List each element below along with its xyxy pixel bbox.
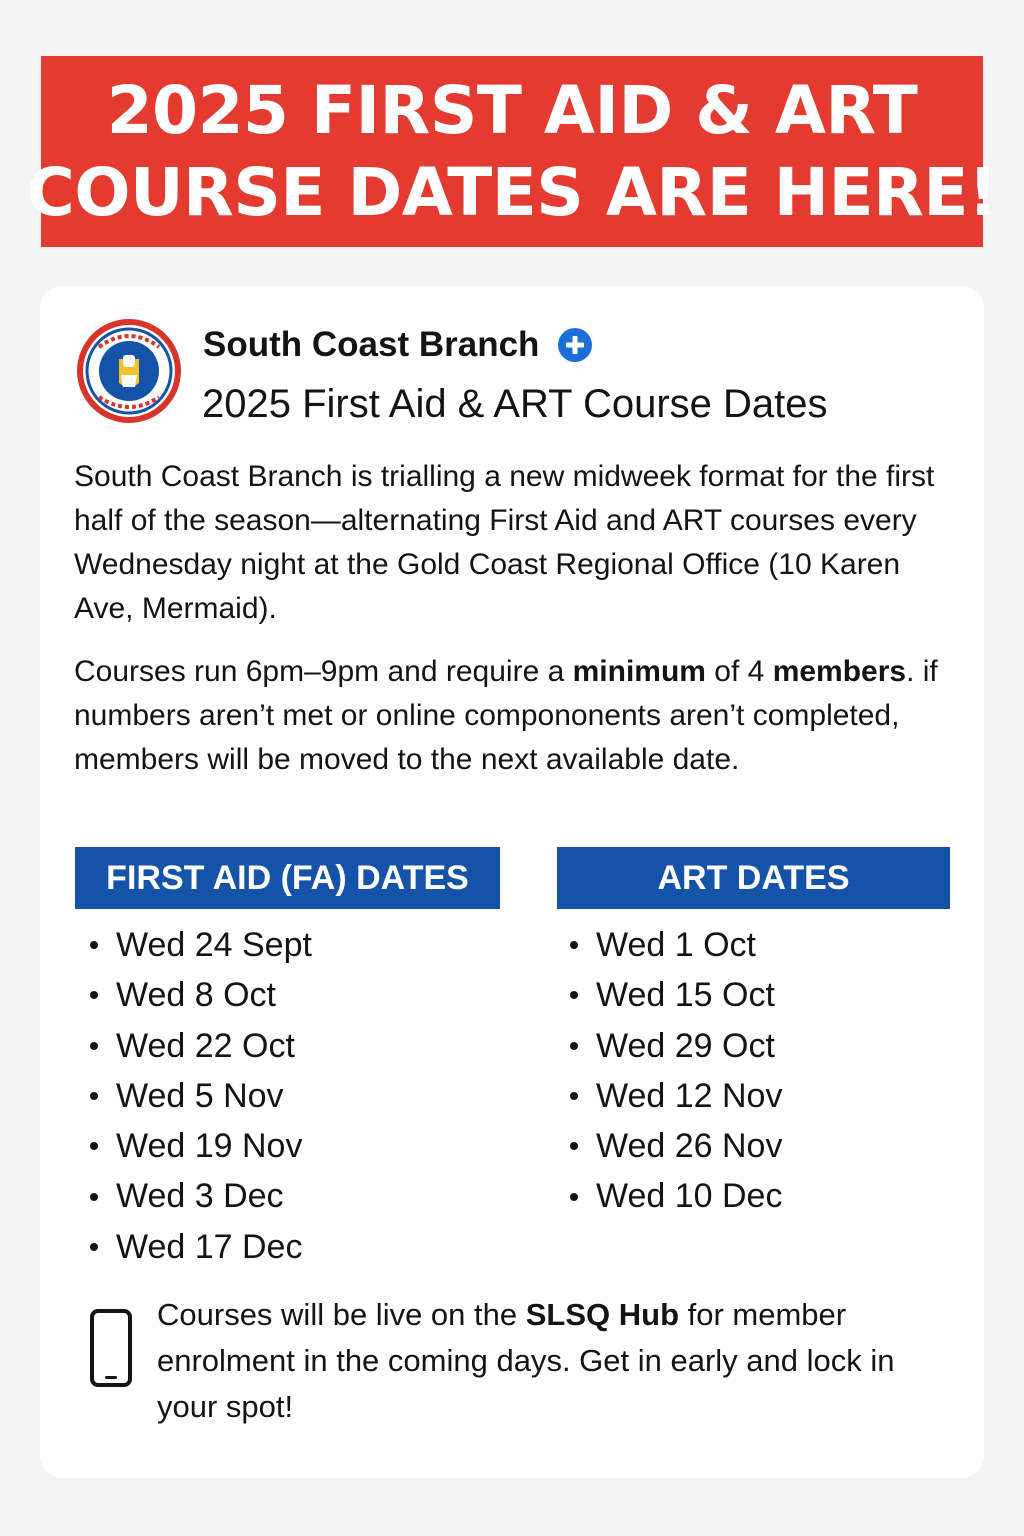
post-title: 2025 First Aid & ART Course Dates: [202, 382, 828, 426]
requirements-paragraph: [74, 650, 954, 782]
date-label: Wed 15 Oct: [596, 976, 775, 1015]
list-item: [566, 1171, 782, 1221]
banner-line-2: COURSE DATES ARE HERE!: [26, 153, 998, 231]
post-author[interactable]: [203, 322, 593, 368]
note-text-2: for member enrolment in the coming days. Get in early and lock in your spot!: [157, 1297, 895, 1424]
intro-paragraph: South Coast Branch is trialling a new midweek format for the first half of the season—alternating First Aid and ART courses every Wednesday night at the Gold Coast Regional Office (10 Karen Ave, Mermaid).: [74, 460, 935, 625]
req-bold-minimum: minimum: [572, 655, 706, 688]
list-item: [86, 1021, 312, 1071]
list-item: [86, 920, 312, 970]
mobile-phone-icon: [89, 1308, 133, 1388]
date-label: Wed 10 Dec: [596, 1177, 783, 1216]
author-name[interactable]: South Coast Branch: [203, 325, 540, 364]
date-label: Wed 22 Oct: [116, 1026, 295, 1065]
list-item: [86, 1222, 312, 1272]
note-text-1: Courses will be live on the: [157, 1297, 526, 1332]
date-label: Wed 19 Nov: [116, 1127, 303, 1166]
list-item: [566, 920, 782, 970]
bullet-icon: [570, 1092, 578, 1100]
date-label: Wed 8 Oct: [116, 976, 276, 1015]
date-label: Wed 1 Oct: [596, 926, 756, 964]
list-item: [86, 1171, 312, 1221]
bullet-icon: [90, 1042, 98, 1050]
bullet-icon: [90, 1243, 98, 1251]
req-bold-members: members: [772, 655, 907, 688]
bullet-icon: [90, 991, 98, 999]
list-item: [566, 1021, 782, 1071]
bullet-icon: [570, 991, 578, 999]
list-item: [86, 970, 312, 1020]
req-text-1: Courses run 6pm–9pm and require a: [74, 655, 573, 688]
date-label: Wed 24 Sept: [116, 926, 312, 964]
bullet-icon: [90, 941, 98, 949]
list-item: [566, 1121, 782, 1171]
date-label: Wed 26 Nov: [596, 1127, 783, 1166]
list-item: [86, 1121, 312, 1171]
first-aid-dates-heading: FIRST AID (FA) DATES: [75, 847, 500, 909]
club-crest-icon: [75, 317, 183, 425]
headline-banner: [26, 56, 998, 247]
bullet-icon: [570, 1142, 578, 1150]
bullet-icon: [570, 941, 578, 949]
banner-line-1: 2025 FIRST AID & ART: [106, 71, 918, 149]
art-date-list: [566, 920, 782, 1222]
bullet-icon: [90, 1142, 98, 1150]
list-item: [566, 1071, 782, 1121]
req-text-3: . if numbers aren’t met or online compononents aren’t completed, members will be moved to the next available date.: [74, 655, 938, 776]
date-label: Wed 5 Nov: [116, 1076, 284, 1115]
req-text-2: of 4: [705, 655, 773, 688]
plus-badge-icon: [557, 327, 593, 363]
bullet-icon: [90, 1193, 98, 1201]
first-aid-date-list: [86, 920, 312, 1272]
bullet-icon: [570, 1193, 578, 1201]
slsq-hub-link[interactable]: SLSQ Hub: [525, 1297, 680, 1332]
bullet-icon: [570, 1042, 578, 1050]
date-label: Wed 29 Oct: [596, 1026, 775, 1065]
date-label: Wed 17 Dec: [116, 1227, 303, 1266]
art-dates-heading: ART DATES: [557, 847, 950, 909]
list-item: [86, 1071, 312, 1121]
date-label: Wed 12 Nov: [596, 1076, 783, 1115]
bullet-icon: [90, 1092, 98, 1100]
list-item: [566, 970, 782, 1020]
date-label: Wed 3 Dec: [116, 1177, 284, 1216]
enrolment-note: [157, 1292, 957, 1430]
